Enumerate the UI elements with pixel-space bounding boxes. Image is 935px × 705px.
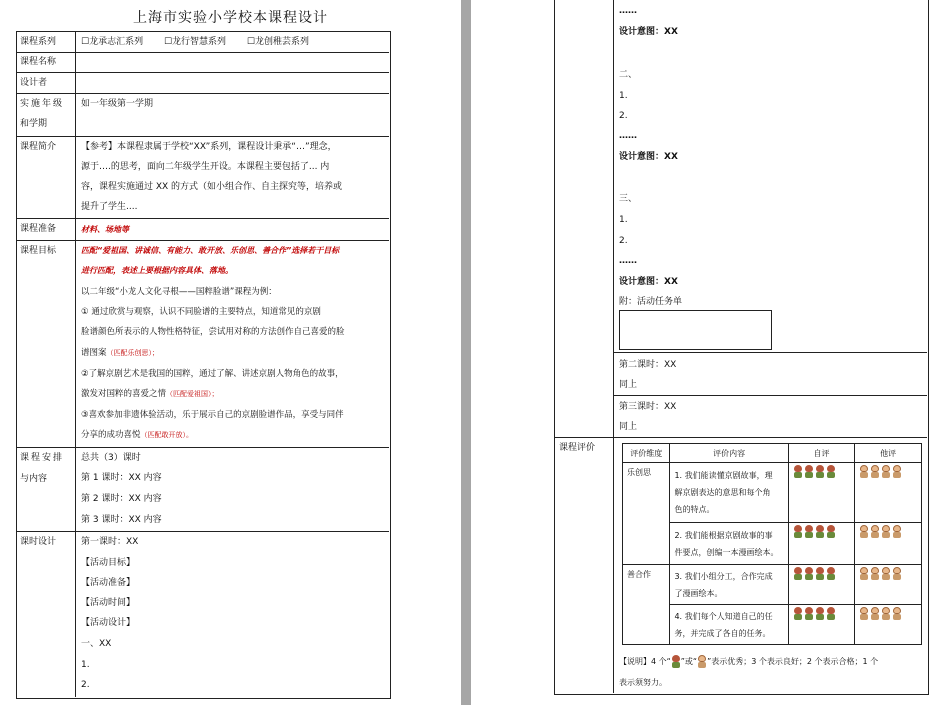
goals-red-line-2: 进行匹配，表述上要根据内容具体、落地。 [81, 266, 233, 275]
header-dimension: 评价维度 [623, 444, 670, 463]
rating-face-icon [859, 567, 869, 580]
rating-face-icon [881, 465, 891, 478]
eval-item-1-line-1: 1. 我们能读懂京剧故事，理 [674, 471, 773, 480]
peer-eval-faces[interactable] [855, 605, 922, 645]
lesson-3-title: 第三课时：XX [619, 402, 677, 412]
rating-face-icon [815, 567, 825, 580]
document-title: 上海市实验小学校本课程设计 [133, 10, 328, 26]
dots-3: …… [619, 256, 637, 266]
label-evaluation: 课程评价 [559, 443, 596, 453]
goal-3-line-1: ③喜欢参加非遗体验活动，乐于展示自己的京剧脸谱作品，享受与同伴 [81, 410, 344, 420]
goal-3-text: 分享的成功喜悦 [81, 430, 141, 440]
peer-eval-faces[interactable] [855, 463, 922, 523]
lesson-activity-time: 【活动时间】 [81, 598, 136, 608]
goal-2-tag: （匹配爱祖国）； [166, 390, 219, 398]
design-intent-1: 设计意图：XX [619, 27, 678, 37]
series-options [81, 32, 327, 53]
schedule-lesson-1: 第 1 课时：XX 内容 [81, 473, 162, 483]
label-goals: 课程目标 [20, 246, 57, 256]
goal-3-tag: （匹配敢开放）。 [140, 431, 194, 439]
rating-face-icon [815, 525, 825, 538]
label-prep: 课程准备 [20, 224, 57, 234]
section-2-item-2: 2. [619, 111, 628, 121]
eval-item-3-line-1: 3. 我们小组分工，合作完成 [674, 571, 773, 581]
rating-face-icon [804, 465, 814, 478]
rating-face-icon [892, 607, 902, 620]
rating-face-icon [859, 607, 869, 620]
rating-face-icon [826, 525, 836, 538]
dimension-cooperation: 善合作 [623, 565, 670, 645]
rating-face-icon [859, 465, 869, 478]
note-part-a: 【说明】4 个“ [619, 657, 671, 666]
section-3-item-1: 1. [619, 215, 628, 225]
design-intent-2: 设计意图：XX [619, 152, 678, 162]
rating-face-icon [881, 607, 891, 620]
header-self-eval: 自评 [788, 444, 855, 463]
rating-face-icon [892, 465, 902, 478]
label-lesson-design: 课时设计 [20, 537, 57, 547]
rating-face-icon [826, 607, 836, 620]
rating-face-icon [870, 465, 880, 478]
rating-face-icon [870, 525, 880, 538]
evaluation-table [622, 443, 922, 645]
section-3-item-2: 2. [619, 236, 628, 246]
schedule-lesson-2: 第 2 课时：XX 内容 [81, 494, 162, 504]
label-intro: 课程简介 [20, 142, 57, 152]
rating-face-icon [815, 465, 825, 478]
rating-face-icon [804, 525, 814, 538]
document-page-right [471, 0, 935, 705]
evaluation-note-line-2: 表示须努力。 [619, 678, 667, 687]
section-2-item-1: 1. [619, 91, 628, 101]
document-page-left [0, 0, 461, 705]
self-eval-faces[interactable] [788, 463, 855, 523]
rating-face-icon [826, 567, 836, 580]
evaluation-note-line-1 [619, 651, 878, 672]
section-3: 三、 [619, 194, 638, 204]
rating-face-icon [826, 465, 836, 478]
goals-example: 以二年级“小龙人文化寻根——国粹脸谱”课程为例： [81, 287, 277, 297]
schedule-total: 总共（3）课时 [81, 453, 141, 463]
rating-face-icon [793, 567, 803, 580]
label-grade-line1: 实施年级 [20, 99, 65, 109]
header-content: 评价内容 [670, 444, 788, 463]
eval-item-3 [670, 565, 788, 605]
rating-face-icon [870, 567, 880, 580]
series-option-1[interactable]: ☐龙承志汇系列 [81, 37, 144, 47]
label-course-name: 课程名称 [20, 57, 57, 67]
dots-1: …… [619, 6, 637, 16]
goal-1-line-1: ① 通过欣赏与观察，认识不同脸谱的主要特点，知道常见的京剧 [81, 307, 321, 317]
rating-face-icon [793, 607, 803, 620]
intro-line-2: 源于….的思考，面向二年级学生开设。本课程主要包括了... 内 [81, 162, 330, 172]
self-eval-faces[interactable] [788, 605, 855, 645]
lesson-2-title: 第二课时：XX [619, 360, 677, 370]
label-grade-line2: 和学期 [20, 119, 48, 129]
series-option-2[interactable]: ☐龙行智慧系列 [163, 37, 227, 47]
header-peer-eval: 他评 [855, 444, 922, 463]
task-sheet-box [619, 310, 772, 350]
label-course-series: 课程系列 [20, 37, 57, 47]
note-part-c: ”表示优秀；3 个表示良好；2 个表示合格；1 个 [707, 657, 879, 666]
lesson-3-note: 同上 [619, 422, 638, 432]
grade-value: 如一年级第一学期 [81, 99, 154, 109]
goal-3-line-2 [81, 425, 193, 446]
peer-eval-faces[interactable] [855, 523, 922, 565]
lesson-activity-design: 【活动设计】 [81, 618, 136, 628]
eval-item-2 [670, 523, 788, 565]
lesson-1-title: 第一课时：XX [81, 537, 139, 547]
rating-face-icon [793, 525, 803, 538]
rating-face-icon [859, 525, 869, 538]
goal-2-line-1: ②了解京剧艺术是我国的国粹，通过了解、讲述京剧人物角色的故事， [81, 369, 344, 379]
self-eval-faces[interactable] [788, 523, 855, 565]
goal-1-tag: （匹配乐创思）； [106, 349, 160, 357]
lesson-item-1: 1. [81, 660, 90, 670]
dots-2: …… [619, 131, 637, 141]
rating-face-icon [870, 607, 880, 620]
rating-face-icon [881, 567, 891, 580]
eval-item-3-line-2: 了漫画绘本。 [674, 588, 723, 598]
self-eval-faces[interactable] [788, 565, 855, 605]
goal-1-line-2: 脸谱颜色所表示的人物性格特征，尝试用对称的方法创作自己喜爱的脸 [81, 327, 345, 337]
rating-face-icon [815, 607, 825, 620]
schedule-lesson-3: 第 3 课时：XX 内容 [81, 515, 162, 525]
peer-eval-faces[interactable] [855, 565, 922, 605]
eval-item-4-line-2: 务，并完成了各自的任务。 [674, 628, 771, 638]
intro-line-3: 容，课程实施通过 XX 的方式（如小组合作、自主探究等，培养或 [81, 182, 343, 192]
dimension-creative: 乐创思 [623, 463, 670, 565]
lesson-activity-goals: 【活动目标】 [81, 558, 136, 568]
design-intent-3: 设计意图：XX [619, 277, 678, 287]
eval-item-1 [670, 463, 788, 523]
rating-face-icon [804, 567, 814, 580]
eval-item-4 [670, 605, 788, 645]
red-face-icon [671, 655, 680, 668]
eval-item-1-line-3: 色的特点。 [674, 505, 715, 514]
rating-face-icon [892, 525, 902, 538]
eval-item-2-line-2: 件要点，创编一本漫画绘本。 [674, 547, 779, 557]
attachment-label: 附：活动任务单 [619, 297, 683, 307]
goal-1-line-3 [81, 343, 159, 364]
label-schedule-line1: 课程安排 [20, 453, 65, 463]
label-schedule-line2: 与内容 [20, 474, 48, 484]
goal-1-text: 谱图案 [81, 348, 107, 358]
section-2: 二、 [619, 70, 638, 80]
lesson-2-note: 同上 [619, 380, 638, 390]
lesson-activity-prep: 【活动准备】 [81, 578, 136, 588]
tan-face-icon [697, 655, 706, 668]
lesson-item-2: 2. [81, 680, 90, 690]
goal-2-text: 激发对国粹的喜爱之情 [81, 389, 167, 399]
eval-item-1-line-2: 解京剧表达的意思和每个角 [674, 488, 771, 497]
intro-line-1: 【参考】本课程隶属于学校“XX”系列，课程设计秉承“…”理念， [81, 142, 337, 152]
lesson-section-1: 一、XX [81, 639, 112, 649]
rating-face-icon [881, 525, 891, 538]
prep-value: 材料、场地等 [81, 225, 129, 234]
goals-red-line-1: 匹配“爱祖国、讲诚信、有能力、敢开放、乐创思、善合作”选择若干目标 [81, 246, 340, 255]
eval-item-2-line-1: 2. 我们能根据京剧故事的事 [674, 530, 773, 540]
eval-item-4-line-1: 4. 我们每个人知道自己的任 [674, 611, 773, 621]
goal-2-line-2 [81, 384, 219, 405]
note-part-b: ”或“ [680, 657, 698, 666]
label-designer: 设计者 [20, 78, 48, 88]
rating-face-icon [793, 465, 803, 478]
intro-line-4: 提升了学生.... [81, 202, 138, 212]
series-option-3[interactable]: ☐龙创稚芸系列 [246, 37, 309, 47]
rating-face-icon [804, 607, 814, 620]
rating-face-icon [892, 567, 902, 580]
